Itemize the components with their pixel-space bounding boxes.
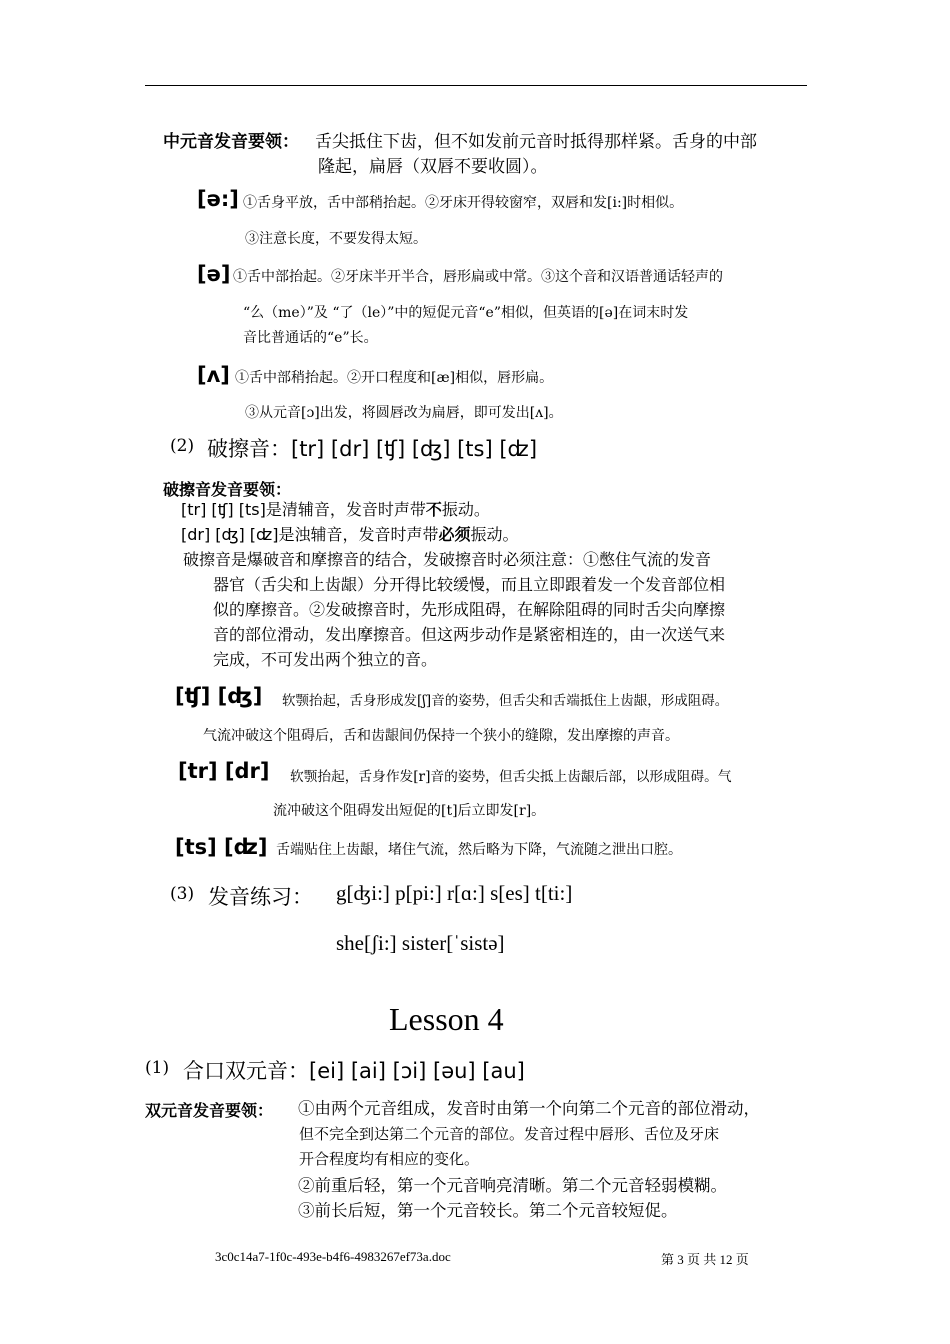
voiceless-text: [tr] [ʧ] [ts]是清辅音，发音时声带	[181, 500, 426, 519]
footer-filename: 3c0c14a7-1f0c-493e-b4f6-4983267ef73a.doc	[215, 1249, 451, 1264]
diphthong-line-4: ②前重后轻，第一个元音响亮清晰。第二个元音轻弱模糊。	[298, 1176, 727, 1195]
diphthong-number: (1)	[145, 1058, 170, 1078]
voiced-emphasis: 必须	[438, 525, 471, 544]
tsh-line-1: 软颚抬起，舌身形成发[ʃ]音的姿势，但舌尖和舌端抵住上齿龈，形成阻碍。	[282, 693, 729, 709]
mid-vowel-text-1: 舌尖抵住下齿，但不如发前元音时抵得那样紧。舌身的中部	[315, 132, 757, 152]
affricates-para-3: 似的摩擦音。②发破擦音时，先形成阻碍，在解除阻碍的同时舌尖向摩擦	[213, 600, 726, 619]
practice-row-1: g[ʤi:] p[pi:] r[ɑ:] s[es] t[ti:]	[336, 881, 573, 905]
mid-vowel-text-2: 隆起，扁唇（双唇不要收圆）。	[318, 157, 548, 177]
diphthong-line-1: ①由两个元音组成，发音时由第一个向第二个元音的部位滑动，	[298, 1099, 760, 1118]
wedge-symbol: [ʌ]	[197, 363, 230, 387]
tr-line-1: 软颚抬起，舌身作发[r]音的姿势，但舌尖抵上齿龈后部，以形成阻碍。气	[290, 769, 732, 785]
wedge-line-2: ③从元音[ɔ]出发，将圆唇改为扁唇，即可发出[ʌ]。	[245, 405, 563, 421]
diphthong-line-3: 开合程度均有相应的变化。	[299, 1150, 480, 1168]
affricates-para-5: 完成，不可发出两个独立的音。	[213, 650, 438, 669]
schwa-symbol: [ə]	[197, 262, 231, 286]
diphthong-line-2: 但不完全到达第二个元音的部位。发音过程中唇形、舌位及牙床	[299, 1125, 720, 1143]
voiced-line	[181, 522, 519, 547]
practice-number: (3)	[170, 884, 195, 904]
affricates-label: 破擦音发音要领：	[163, 480, 292, 499]
schwa-line-1: ①舌中部抬起。②牙床半开半合，唇形扁或中常。③这个音和汉语普通话轻声的	[233, 269, 723, 285]
affricates-para-4: 音的部位滑动，发出摩擦音。但这两步动作是紧密相连的，由一次送气来	[213, 625, 726, 644]
tr-line-2: 流冲破这个阻碍发出短促的[t]后立即发[r]。	[273, 803, 546, 819]
schwa-long-symbol: [ə:]	[197, 187, 239, 211]
voiceless-emphasis: 不	[425, 500, 442, 519]
ts-symbol: [ts] [ʣ]	[175, 835, 268, 859]
schwa-line-3: 音比普通话的“e”长。	[243, 330, 378, 346]
affricates-para-1: 破擦音是爆破音和摩擦音的结合，发破擦音时必须注意：①憋住气流的发音	[183, 550, 712, 569]
schwa-long-line-1: ①舌身平放，舌中部稍抬起。②牙床开得较窗窄，双唇和发[i:]时相似。	[243, 195, 684, 211]
ts-line-1: 舌端贴住上齿龈，堵住气流，然后略为下降，气流随之泄出口腔。	[276, 842, 682, 858]
affricates-heading: 破擦音：[tr] [dr] [ʧ] [ʤ] [ts] [ʣ]	[207, 437, 538, 461]
tsh-line-2: 气流冲破这个阻碍后，舌和齿龈间仍保持一个狭小的缝隙，发出摩擦的声音。	[203, 728, 679, 744]
tr-symbol: [tr] [dr]	[178, 759, 270, 783]
voiced-text: [dr] [ʤ] [ʣ]是浊辅音，发音时声带	[181, 525, 439, 544]
diphthong-label: 双元音发音要领：	[145, 1101, 274, 1120]
diphthong-line-5: ③前长后短，第一个元音较长。第二个元音较短促。	[298, 1201, 678, 1220]
header-rule	[145, 85, 807, 86]
tsh-symbol: [ʧ] [ʤ]	[175, 684, 263, 708]
practice-label: 发音练习：	[208, 885, 313, 909]
practice-row-2: she[ʃi:] sister[ˈsistə]	[336, 931, 505, 955]
mid-vowel-label: 中元音发音要领：	[163, 132, 299, 152]
affricates-number: (2)	[170, 436, 195, 456]
voiced-tail: 振动。	[470, 525, 519, 544]
voiceless-line	[181, 497, 490, 522]
diphthong-heading: 合口双元音：[ei] [ai] [ɔi] [əu] [au]	[183, 1059, 525, 1083]
affricates-para-2: 器官（舌尖和上齿龈）分开得比较缓慢，而且立即跟着发一个发音部位相	[213, 575, 726, 594]
schwa-long-line-2: ③注意长度，不要发得太短。	[245, 231, 427, 247]
wedge-line-1: ①舌中部稍抬起。②开口程度和[æ]相似，唇形扁。	[235, 370, 554, 386]
footer-page-number: 第 3 页 共 12 页	[661, 1252, 749, 1267]
voiceless-tail: 振动。	[441, 500, 490, 519]
lesson-title: Lesson 4	[389, 1001, 504, 1037]
schwa-line-2: “么（me）”及 “了（le）”中的短促元音“e”相似，但英语的[ə]在词末时发	[243, 305, 689, 321]
